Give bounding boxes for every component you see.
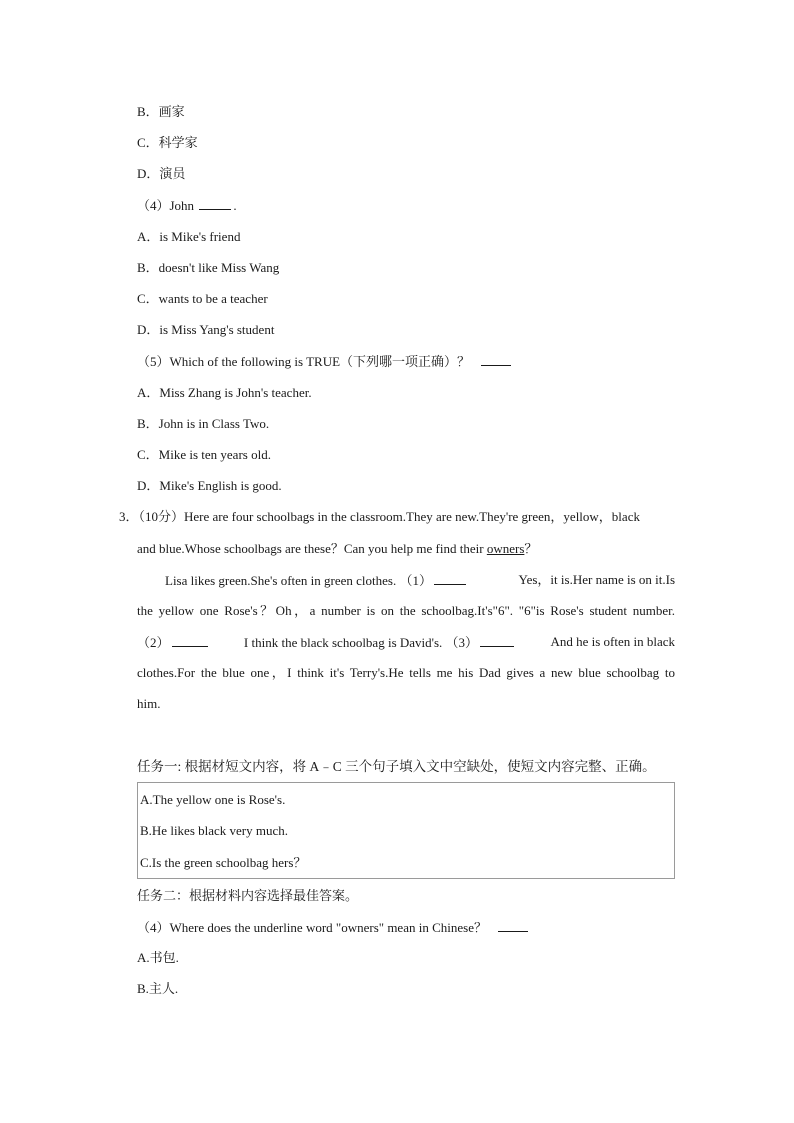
answer-blank (498, 917, 528, 932)
task-2-instruction: 任务二：根据材料内容选择最佳答案。 (137, 888, 359, 903)
option-c: C．wants to be a teacher (137, 291, 268, 306)
question-4-stem (137, 195, 237, 216)
option-c: C．Mike is ten years old. (137, 447, 271, 462)
option-b: B．John is in Class Two. (137, 416, 270, 431)
option-d: D．演员 (137, 166, 186, 181)
owners-underlined-word: owners (486, 541, 525, 556)
passage-line-4: clothes.For the blue one，I think it's Terry's.He tells me his Dad gives a new blue schoolbag to (137, 665, 675, 680)
option-a: A．is Mike's friend (137, 229, 241, 244)
header-text-end: ？ (524, 541, 538, 556)
passage-line-1 (165, 570, 675, 591)
sentence-option-b: B.He likes black very much. (140, 823, 289, 838)
passage-text: Lisa likes green.She's often in green clothes. （1） (165, 570, 468, 591)
question-3-header: 3．（10分）Here are four schoolbags in the classroom.They are new.They're green，yellow，black (119, 509, 640, 524)
option-d: D．Mike's English is good. (137, 478, 282, 493)
header-text: and blue.Whose schoolbags are these？Can you help me find their (137, 541, 487, 556)
sentence-option-c: C.Is the green schoolbag hers？ (140, 855, 307, 870)
task-1-instruction: 任务一: 根据材短文内容，将 A﹣C 三个句子填入文中空缺处，使短文内容完整、正确。 (137, 759, 656, 774)
question-4-text: （4）John (137, 198, 195, 213)
passage-line-5: him. (137, 696, 161, 711)
question-text: （4）Where does the underline word "owners" mean in Chinese？ (137, 920, 487, 935)
sentence-options-box (137, 782, 675, 879)
option-a: A．Miss Zhang is John's teacher. (137, 385, 312, 400)
option-d: D．is Miss Yang's student (137, 322, 275, 337)
answer-blank (481, 351, 511, 366)
option-b: B．doesn't like Miss Wang (137, 260, 280, 275)
question-3-4-stem (137, 917, 530, 938)
passage-text: And he is often in black (550, 634, 675, 649)
answer-blank (199, 195, 231, 210)
passage-text: I think the black schoolbag is David's. （3） (244, 632, 516, 653)
question-3-header-line2 (137, 539, 537, 559)
passage-line-3 (137, 632, 675, 653)
question-5-text: （5）Which of the following is TRUE（下列哪一项正确）？ (137, 354, 471, 369)
question-4-end: . (233, 198, 237, 213)
passage-line-2: the yellow one Rose's？Oh，a number is on the schoolbag.It's"6". "6"is Rose's student number. (137, 603, 675, 618)
passage-text: （2） (137, 632, 210, 653)
question-5-stem (137, 351, 513, 372)
sentence-option-a: A.The yellow one is Rose's. (140, 792, 286, 807)
option-a: A.书包. (137, 950, 179, 965)
option-b: B．画家 (137, 104, 185, 119)
option-b: B.主人. (137, 981, 179, 996)
option-c: C．科学家 (137, 135, 198, 150)
passage-text: Yes，it is.Her name is on it.Is (518, 572, 675, 587)
